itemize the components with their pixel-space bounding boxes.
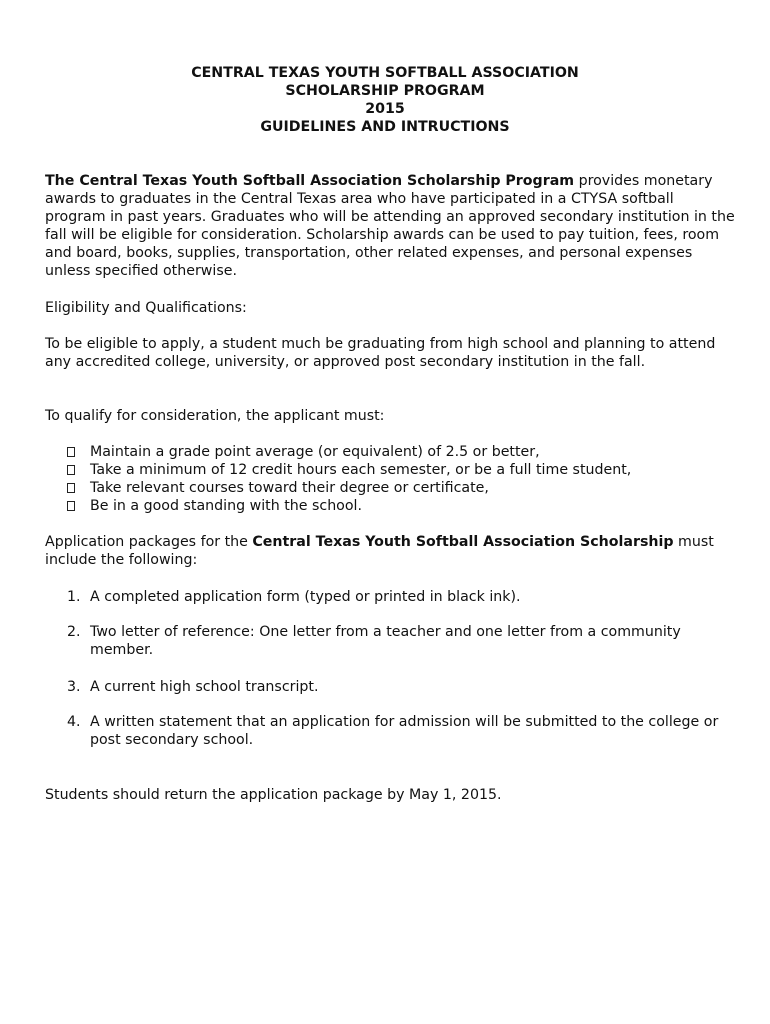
list-item xyxy=(45,497,735,515)
title-line-year: 2015 xyxy=(365,101,405,117)
closing-paragraph: Students should return the application package by May 1, 2015. xyxy=(45,787,502,803)
qualify-heading: To qualify for consideration, the applicant must: xyxy=(45,408,385,424)
packages-paragraph xyxy=(45,533,735,569)
list-item-text: Take relevant courses toward their degree or certificate, xyxy=(90,480,489,496)
requirement-number: 2. xyxy=(67,624,81,640)
bullet-box-icon xyxy=(67,447,75,457)
eligibility-paragraph: To be eligible to apply, a student much be graduating from high school and planning to attend any accredited college, university, or approved post secondary institution in the fall. xyxy=(45,336,716,370)
bullet-box-icon xyxy=(67,501,75,511)
title-line-organization: CENTRAL TEXAS YOUTH SOFTBALL ASSOCIATION xyxy=(191,65,579,81)
list-item xyxy=(45,479,735,497)
document-title xyxy=(0,64,770,136)
intro-paragraph xyxy=(45,172,735,280)
requirement-text: Two letter of reference: One letter from a teacher and one letter from a community member. xyxy=(90,624,681,658)
packages-text-after: must include the following: xyxy=(45,534,714,568)
qualify-list xyxy=(45,443,735,515)
packages-text-before: Application packages for the xyxy=(45,534,253,550)
list-item-text: Take a minimum of 12 credit hours each semester, or be a full time student, xyxy=(90,462,632,478)
requirement-text: A written statement that an application for admission will be submitted to the college or post secondary school. xyxy=(90,714,719,748)
requirement-number: 4. xyxy=(67,714,81,730)
title-line-program: SCHOLARSHIP PROGRAM xyxy=(285,83,485,99)
intro-bold-lead: The Central Texas Youth Softball Association Scholarship Program xyxy=(45,173,575,189)
requirement-text: A completed application form (typed or printed in black ink). xyxy=(90,589,521,605)
packages-bold: Central Texas Youth Softball Association Scholarship xyxy=(252,534,674,550)
bullet-box-icon xyxy=(67,465,75,475)
list-item-text: Maintain a grade point average (or equivalent) of 2.5 or better, xyxy=(90,444,540,460)
bullet-box-icon xyxy=(67,483,75,493)
requirement-number: 3. xyxy=(67,679,81,695)
requirement-number: 1. xyxy=(67,589,81,605)
eligibility-heading: Eligibility and Qualifications: xyxy=(45,300,247,316)
list-item xyxy=(45,443,735,461)
title-line-guidelines: GUIDELINES AND INTRUCTIONS xyxy=(260,119,510,135)
list-item xyxy=(45,461,735,479)
requirement-text: A current high school transcript. xyxy=(90,679,319,695)
list-item-text: Be in a good standing with the school. xyxy=(90,498,362,514)
intro-text: provides monetary awards to graduates in the Central Texas area who have participated in a CTYSA softball program in past years. Graduates who will be attending an approved secondary institution in the fall will be eligible for consideration. Scholarship awards can be used to pay tuition, fees, room and board, books, supplies, transportation, other related expenses, and personal expenses unless specified otherwise. xyxy=(45,173,735,279)
